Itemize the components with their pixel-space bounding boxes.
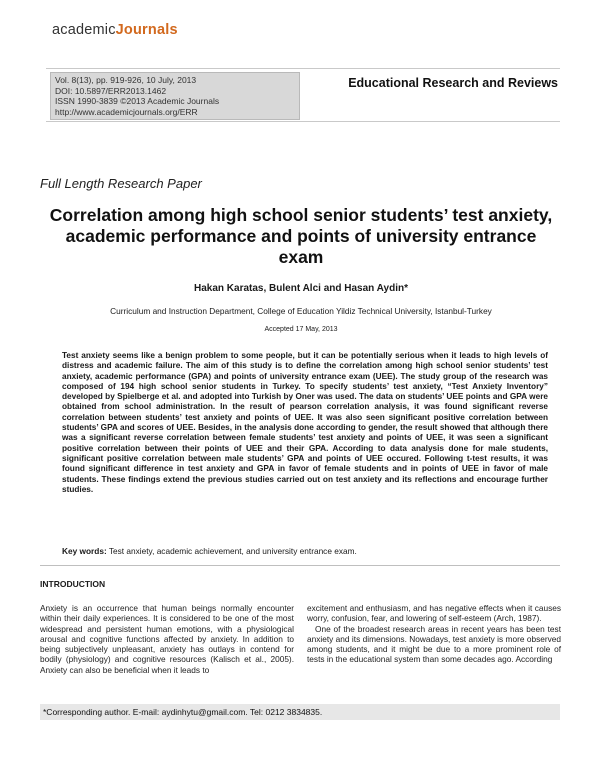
affiliation: Curriculum and Instruction Department, College of Education Yildiz Technical University, Istanbul-Turkey [110,306,492,316]
keywords [62,546,548,556]
authors: Hakan Karatas, Bulent Alci and Hasan Aydin* [194,283,408,294]
logo-part-journals: Journals [115,22,178,38]
intro-paragraph: excitement and enthusiasm, and has negative effects when it causes worry, confusion, fear, and lowering of self-esteem (Arch, 1987). [307,603,561,624]
corresponding-author-footnote: *Corresponding author. E-mail: aydinhytu@gmail.com. Tel: 0212 3834835. [40,704,560,720]
journal-logo [52,22,178,38]
meta-doi: DOI: 10.5897/ERR2013.1462 [55,85,167,96]
section-divider [40,565,560,566]
section-heading-introduction: INTRODUCTION [40,579,106,589]
publication-meta [50,72,300,120]
journal-name: Educational Research and Reviews [348,76,558,90]
meta-url[interactable]: http://www.academicjournals.org/ERR [55,106,198,117]
meta-issn: ISSN 1990-3839 ©2013 Academic Journals [55,96,220,106]
intro-paragraph: One of the broadest research areas in recent years has been test anxiety and its dimensions. Nowadays, test anxiety is more observed among students, and it might be due to a more prominent role of tests in the educational system than some decades ago. According [307,623,561,665]
logo-part-academic: academic [52,22,116,38]
meta-volume: Vol. 8(13), pp. 919-926, 10 July, 2013 [55,75,197,85]
keywords-label: Key words: [62,546,107,556]
intro-column-right [307,603,561,665]
intro-column-left [40,603,294,675]
paper-title: Correlation among high school senior students’ test anxiety, academic performance and points of university entrance exam [49,205,553,267]
accepted-date: Accepted 17 May, 2013 [264,326,338,333]
abstract: Test anxiety seems like a benign problem to some people, but it can be potentially serious when it leads to high levels of distress and academic failure. The aim of this study is to define the correlation among high school senior students’ test anxiety, academic performance (GPA) and points of university entrance exam (UEE). The study group of the research was composed of 194 high school senior students in Turkey. To specify students’ test anxiety, “Test Anxiety Inventory” developed by Spielberge et al. and adopted into Turkish by Oner was used. The data on students’ UEE points and GPA were obtained from school administration. In the result of pearson correlation analysis, it was found significant reverse correlation between students’ test anxiety and points of UEE. It was also seen significant positive correlation between students’ GPA and scores of UEE. Besides, in the analysis done according to gender, the result showed that although there was a significant reverse correlation between female students’ test anxiety and points of UEE, it was seen a significant positive correlation between their points of UEE and their GPA. According to data analysis done for male students, significant positive correlation between male students’ GPA and points of UEE occured. Following t-test results, it was found significant difference in test anxiety and GPA in favor of female students and in points of UEE in favor of male students. These findings extend the previous studies carried out on test anxiety and its reflections and encourage further studies. [62,351,548,494]
paper-type: Full Length Research Paper [40,176,202,191]
intro-paragraph: Anxiety is an occurrence that human beings normally encounter within their daily experiences. It is considered to be one of the most widespread and persistent human emotions, with a physiological arousal and cognitive functions affected by anxiety. In addition to being subjectively unpleasant, anxiety has outlays in contend for bodily (physiology) and cognitive resources (Kalisch et al., 2005). Anxiety can also be beneficial when it leads to [40,603,294,675]
keywords-text: Test anxiety, academic achievement, and university entrance exam. [108,546,357,556]
